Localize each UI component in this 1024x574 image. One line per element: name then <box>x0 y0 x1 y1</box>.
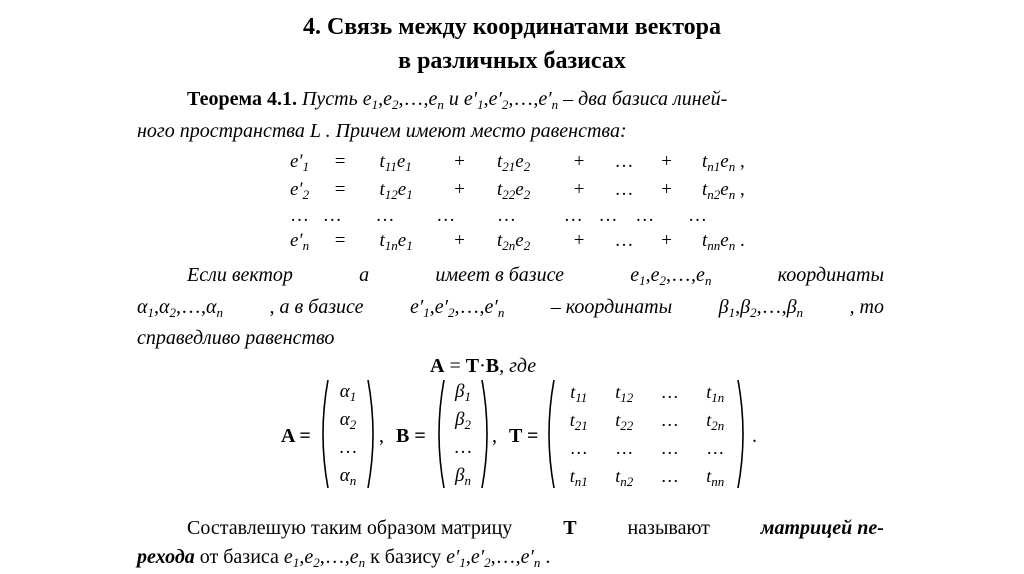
section-title-line1: 4. Связь между координатами вектора <box>302 14 722 40</box>
basis-e-prime-expression: $e'_1,e'_2,\dots,e'_n$ <box>463 88 559 112</box>
final-line2: рехода от базиса $e_1,e_2,\dots,e_n$ к базису $e'_1,e'_2,\dots,e'_n$ . <box>137 546 551 570</box>
equation-row-2: $e'_2 = t_{12}e_1 + t_{22}e_2$ + … + $t_{n2}e_n$ , <box>290 179 745 202</box>
equation-row-1: $e'_1 = t_{11}e_1 + t_{21}e_2$ + … + $t_{n1}e_n$ , <box>290 151 745 174</box>
matrix-T-grid: $t_{11}$ $t_{12}$ … $t_{1n}$ $t_{21}$ $t_{22}$ … $t_{2n}$ … … … … $t_{n1}$ $t_{n2}$ … $t_{nn}$ <box>569 381 725 489</box>
final-period: . <box>752 425 757 447</box>
matrix-B-column: $\beta_1$ $\beta_2$ … $\beta_n$ <box>453 381 473 488</box>
theorem-line1-end: – два базиса линей- <box>563 88 728 110</box>
matrix-A-column: $\alpha_1$ $\alpha_2$ … $\alpha_n$ <box>338 381 358 488</box>
theorem-intro-text: Пусть <box>301 88 358 110</box>
matrix-B-left-paren <box>432 378 446 490</box>
theorem-label: Теорема 4.1. <box>187 88 297 110</box>
matrix-A-left-paren <box>316 378 330 490</box>
paragraph2-line1: Если вектор a имеет в базисе $e_1,e_2,\dots,e_n$ координаты <box>187 264 884 288</box>
matrix-A-right-paren <box>366 378 380 490</box>
paragraph2-line3: справедливо равенство <box>137 327 335 349</box>
equation-row-ellipsis: … … … … … … … … … <box>290 205 707 226</box>
section-title-line2: в различных базисах <box>398 48 626 74</box>
matrix-T-label: T = <box>509 425 539 447</box>
comma-separator: , <box>379 425 384 447</box>
theorem-line1 <box>187 88 727 111</box>
main-formula: A = T·B, где <box>430 355 537 377</box>
matrix-T-right-paren <box>736 378 750 490</box>
matrix-T-left-paren <box>542 378 556 490</box>
theorem-line2: ного пространства L . Причем имеют место равенства: <box>137 120 627 142</box>
matrix-B-label: B = <box>396 425 426 447</box>
comma-separator-2: , <box>492 425 497 447</box>
equation-row-n: $e'_n = t_{1n}e_1 + t_{2n}e_2$ + … + $t_{nn}e_n$ . <box>290 230 745 253</box>
basis-e-expression: $e_1,e_2,\dots,e_n$ <box>362 88 444 112</box>
conjunction-text: и <box>448 88 459 110</box>
matrix-A-label: A = <box>281 425 311 447</box>
final-line1: Составлешую таким образом матрицу T называют матрицей пе- <box>187 517 884 539</box>
paragraph2-line2: $\alpha_1,\alpha_2,\dots,\alpha_n$ , а в базисе $e'_1,e'_2,\dots,e'_n$ – координаты $\beta_1,\beta_2,\dots,\beta_n$ , то <box>137 296 884 320</box>
